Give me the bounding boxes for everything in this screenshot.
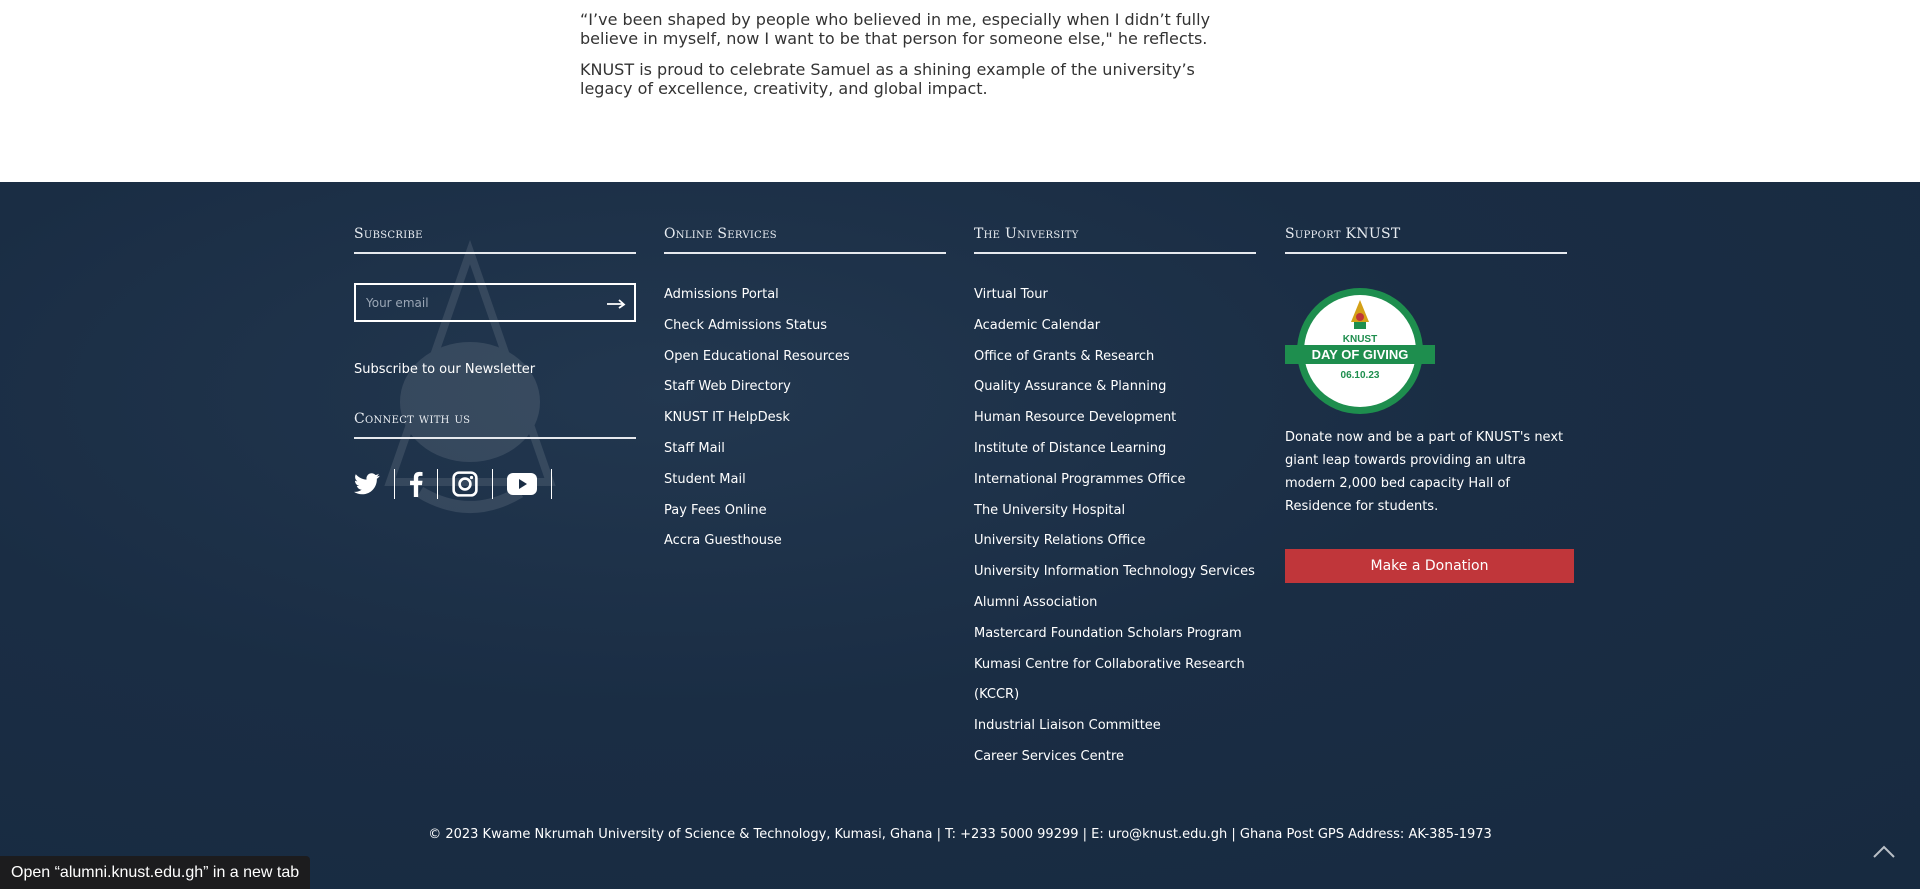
site-footer xyxy=(0,182,1920,889)
email-input[interactable] xyxy=(356,285,634,320)
university-link[interactable]: The University Hospital xyxy=(974,502,1126,518)
online-services-link[interactable]: Admissions Portal xyxy=(664,287,779,302)
badge-line1: KNUST xyxy=(1342,334,1378,345)
instagram-icon[interactable] xyxy=(438,469,493,499)
university-link[interactable]: Industrial Liaison Committee xyxy=(974,718,1161,734)
university-link[interactable]: University Information Technology Services xyxy=(974,564,1255,580)
university-list xyxy=(974,280,1256,773)
badge-ring-text: DONATE TO KNUST xyxy=(1331,395,1389,401)
university-link[interactable]: Career Services Centre xyxy=(974,748,1124,764)
online-services-link[interactable]: Student Mail xyxy=(664,471,746,487)
badge-line2: DAY OF GIVING xyxy=(1311,347,1409,362)
university-link[interactable]: Mastercard Foundation Scholars Program xyxy=(974,625,1242,641)
youtube-icon[interactable] xyxy=(493,469,552,499)
email-form xyxy=(354,283,636,322)
university-link[interactable]: University Relations Office xyxy=(974,533,1146,549)
support-heading: Support KNUST xyxy=(1285,226,1567,254)
article-body xyxy=(580,0,1220,110)
badge-date: 06.10.23 xyxy=(1340,370,1380,381)
long-arrow-right-icon[interactable] xyxy=(606,295,626,313)
make-donation-button[interactable]: Make a Donation xyxy=(1285,549,1574,583)
subscribe-heading: Subscribe xyxy=(354,226,636,254)
university-column xyxy=(974,226,1256,773)
online-services-link[interactable]: KNUST IT HelpDesk xyxy=(664,410,790,426)
online-services-link[interactable]: Accra Guesthouse xyxy=(664,533,782,549)
university-link[interactable]: Virtual Tour xyxy=(974,287,1048,302)
newsletter-label: Subscribe to our Newsletter xyxy=(354,362,536,377)
online-services-heading: Online Services xyxy=(664,226,946,254)
online-services-column xyxy=(664,226,946,557)
facebook-icon[interactable] xyxy=(395,469,438,499)
university-link[interactable]: Alumni Association xyxy=(974,594,1098,610)
online-services-link[interactable]: Staff Mail xyxy=(664,440,725,456)
university-link[interactable]: Office of Grants & Research xyxy=(974,348,1155,364)
online-services-list xyxy=(664,280,946,557)
support-column xyxy=(1285,226,1567,583)
university-heading: The University xyxy=(974,226,1256,254)
online-services-link[interactable]: Pay Fees Online xyxy=(664,502,767,518)
social-links xyxy=(354,469,636,499)
day-of-giving-badge[interactable] xyxy=(1285,286,1435,416)
donate-description: Donate now and be a part of KNUST's next giant leap towards providing an ultra modern 2,000 bed capacity Hall of Residence for students. xyxy=(1285,430,1564,514)
university-link[interactable]: Institute of Distance Learning xyxy=(974,440,1167,456)
university-link[interactable]: Kumasi Centre for Collaborative Research xyxy=(974,656,1245,672)
university-link[interactable]: (KCCR) xyxy=(974,687,1020,703)
university-link[interactable]: International Programmes Office xyxy=(974,471,1186,487)
article-paragraph: “I’ve been shaped by people who believed in me, especially when I didn’t fully believe in myself, now I want to be that person for someone else," he reflects. xyxy=(580,10,1211,48)
university-link[interactable]: Academic Calendar xyxy=(974,317,1101,333)
browser-status-bar: Open “alumni.knust.edu.gh” in a new tab xyxy=(0,856,310,889)
copyright-line: © 2023 Kwame Nkrumah University of Science & Technology, Kumasi, Ghana | T: +233 5000 99299 | E: uro@knust.edu.gh | Ghana Post GPS Address: AK-385-1973 xyxy=(428,827,1492,842)
online-services-link[interactable]: Staff Web Directory xyxy=(664,379,791,395)
university-link[interactable]: Human Resource Development xyxy=(974,410,1177,426)
twitter-icon[interactable] xyxy=(354,469,395,499)
chevron-up-icon[interactable] xyxy=(1872,844,1896,863)
connect-heading: Connect with us xyxy=(354,411,636,439)
university-link[interactable]: Quality Assurance & Planning xyxy=(974,379,1167,395)
online-services-link[interactable]: Check Admissions Status xyxy=(664,317,827,333)
subscribe-column xyxy=(354,226,636,499)
article-paragraph: KNUST is proud to celebrate Samuel as a shining example of the university’s legacy of excellence, creativity, and global impact. xyxy=(580,60,1195,98)
online-services-link[interactable]: Open Educational Resources xyxy=(664,348,850,364)
